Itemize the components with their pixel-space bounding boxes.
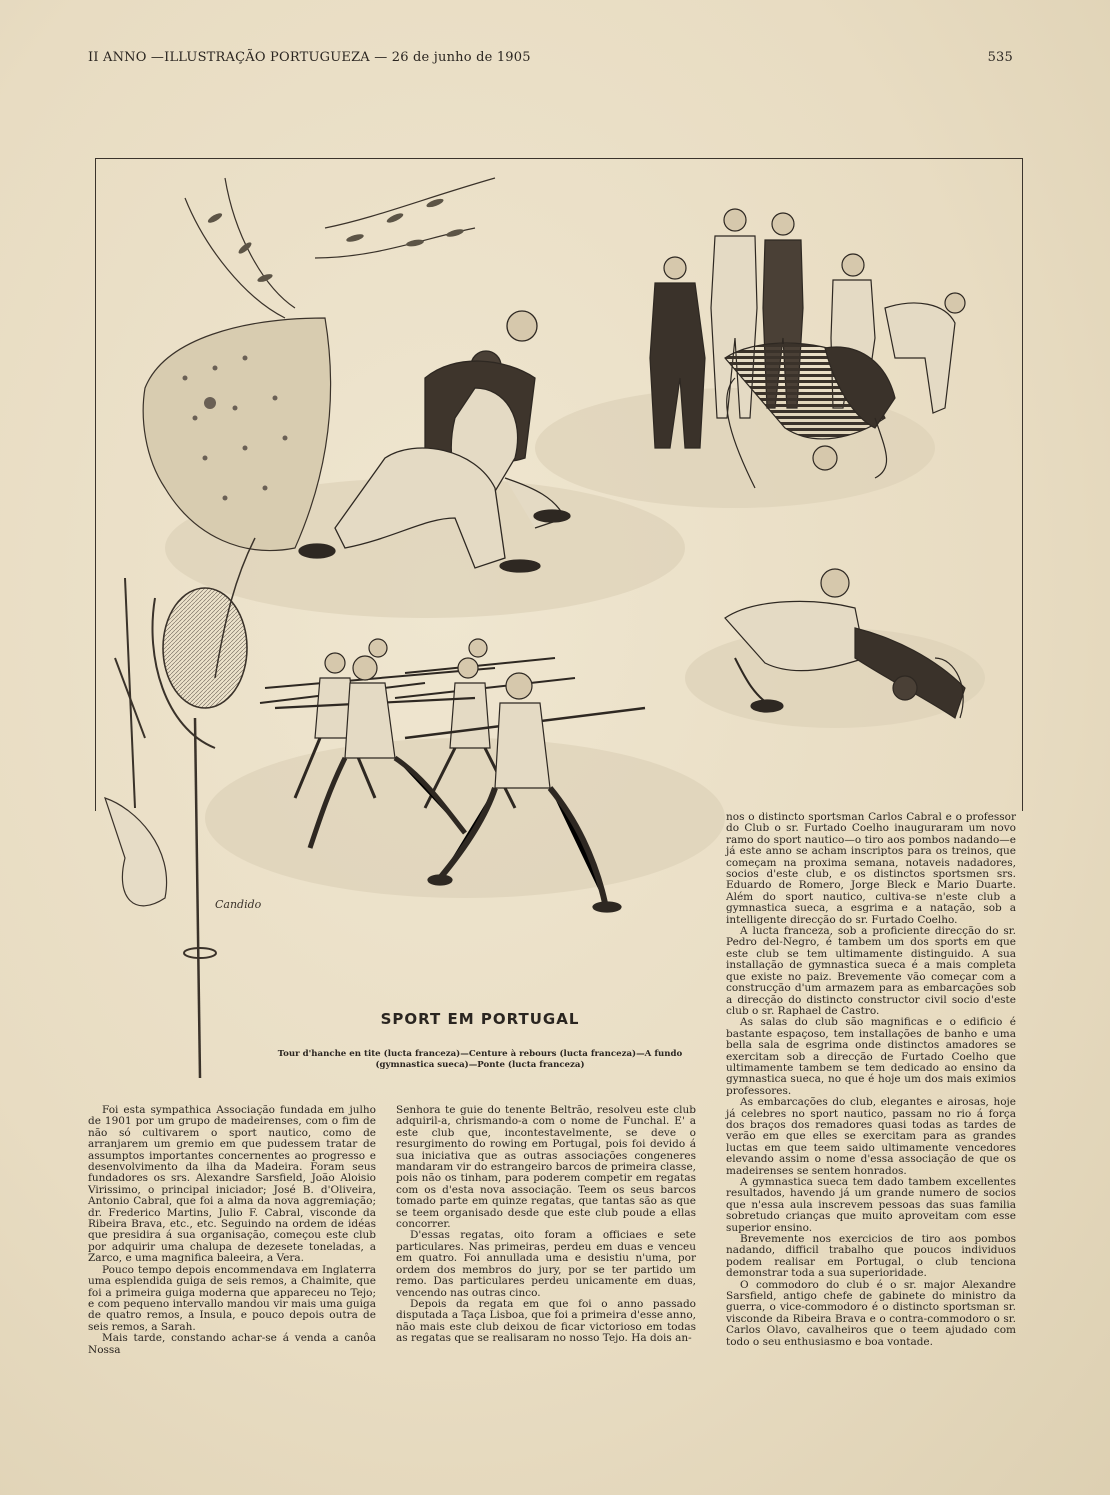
paragraph: A lucta franceza, sob a proficiente direcção do sr. Pedro del-Negro, é tambem um dos sports em que este club se tem ultimamente distinguido. A sua installação de gymnastica sueca é a mais completa que existe no paiz. Brevemente vão começar com a construcção d'um armazem para as embarcações sob a direcção do distincto constructor civil socio d'este club o sr. Raphael de Castro. (726, 925, 1016, 1017)
paragraph: Brevemente nos exercicios de tiro aos pombos nadando, difficil trabalho que poucos individuos podem realisar em Portugal, o club tenciona demonstrar toda a sua superioridade. (726, 1233, 1016, 1280)
page-number: 535 (987, 50, 1013, 65)
paragraph: Mais tarde, constando achar-se á venda a canôa Nossa (88, 1332, 376, 1356)
paragraph: A gymnastica sueca tem dado tambem excellentes resultados, havendo já um grande numero de socios que n'essa aula inscrevem pessoas das suas familia sobretudo crianças que muito aproveitam com esse superior ensino. (726, 1176, 1016, 1234)
paragraph: As salas do club são magnificas e o edificio é bastante espaçoso, tem installações de banho e uma bella sala de esgrima onde distinctos amadores se exercitam sob a direcção de Furtado Coelho que ultimamente tambem se tem dedicado ao ensino da gymnastica sueca, no que é hoje um dos mais eximios professores. (726, 1016, 1016, 1097)
caption-title: SPORT EM PORTUGAL (380, 1010, 580, 1028)
paragraph: Pouco tempo depois encommendava em Inglaterra uma esplendida guiga de seis remos, a Chaimite, que foi a primeira guiga moderna que appareceu no Tejo; e com pequeno intervallo mandou vir mais uma guiga de quatro remos, a Insula, e pouco depois outra de seis remos, a Sarah. (88, 1263, 376, 1333)
article-column-1 (88, 1105, 376, 1356)
header-title: II ANNO —ILLUSTRAÇÃO PORTUGUEZA — 26 de junho de 1905 (88, 50, 531, 65)
paragraph: D'essas regatas, oito foram a officiaes e sete particulares. Nas primeiras, perdeu em duas e venceu em quatro. Foi annullada uma e desistiu n'uma, por ordem dos membros do jury, por se ter partido um remo. Das particulares perdeu unicamente em duas, vencendo nas outras cinco. (396, 1229, 696, 1299)
caption-text: Tour d'hanche en tite (lucta franceza)—Centure à rebours (lucta franceza)—A fundo (gymnastica sueca)—Ponte (lucta franceza) (277, 1049, 683, 1070)
running-header (88, 50, 1013, 70)
paragraph: Senhora te guie do tenente Beltrão, resolveu este club adquiril-a, chrismando-a com o nome de Funchal. E' a este club que, incontestavelmente, se deve o resurgimento do rowing em Portugal, pois foi devido á sua iniciativa que as outras associações congeneres mandaram vir do estrangeiro barcos de primeira classe, pois não os tinham, para poderem competir em regatas com os d'esta nova associação. Teem os seus barcos tomado parte em quinze regatas, que tantas são as que se teem organisado desde que este club poude a ellas concorrer. (396, 1104, 696, 1231)
paragraph: Foi esta sympathica Associação fundada em julho de 1901 por um grupo de madeirenses, com o fim de não só cultivarem o sport nautico, como de arranjarem um gremio em que pudessem tratar de assumptos importantes concernentes ao progresso e desenvolvimento da ilha da Madeira. Foram seus fundadores os srs. Alexandre Sarsfield, João Aloisio Virissimo, o principal iniciador; José B. d'Oliveira, Antonio Cabral, que foi a alma da nova aggremiação; dr. Frederico Martins, Julio F. Cabral, visconde da Ribeira Brava, etc., etc. Seguindo na ordem de idéas que presidira á sua organisação, começou este club por adquirir uma chalupa de dezesete toneladas, a Zarco, e uma magnifica baleeira, a Vera. (88, 1104, 376, 1265)
fencing-trophy (105, 178, 495, 1078)
paragraph: As embarcações do club, elegantes e airosas, hoje já celebres no sport nautico, passam no rio á força dos braços dos remadores quasi todas as tardes de verão em que elles se exercitam para as grandes luctas em que teem saido ultimamente vencedores elevando assim o nome d'essa associação de que os madeirenses se sentem honrados. (726, 1096, 1016, 1177)
artist-signature: Candido (215, 898, 262, 911)
paragraph: O commodoro do club é o sr. major Alexandre Sarsfield, antigo chefe de gabinete do ministro da guerra, o vice-commodoro é o distincto sportsman sr. visconde da Ribeira Brava e o contra-commodoro o sr. Carlos Olavo, cavalheiros que o teem ajudado com todo o seu enthusiasmo e boa vontade. (726, 1278, 1016, 1348)
paragraph: Depois da regata em que foi o anno passado disputada a Taça Lisboa, que foi a primeira d'esse anno, não mais este club deixou de ficar victorioso em todas as regatas que se realisaram no nosso Tejo. Ha dois an- (396, 1297, 696, 1345)
article-column-3 (726, 812, 1016, 1348)
article-column-2 (396, 1105, 696, 1345)
paragraph: nos o distincto sportsman Carlos Cabral e o professor do Club o sr. Furtado Coelho inauguraram um novo ramo do sport nautico—o tiro aos pombos nadando—e já este anno se acham inscriptos para os treinos, que começam na proxima semana, notaveis nadadores, socios d'este club, e os distinctos sportsmen srs. Eduardo de Romero, Jorge Bleck e Mario Duarte. Além do sport nautico, cultiva-se n'este club a gymnastica sueca, a esgrima e a natação, sob a intelligente direcção do sr. Furtado Coelho. (726, 811, 1016, 926)
